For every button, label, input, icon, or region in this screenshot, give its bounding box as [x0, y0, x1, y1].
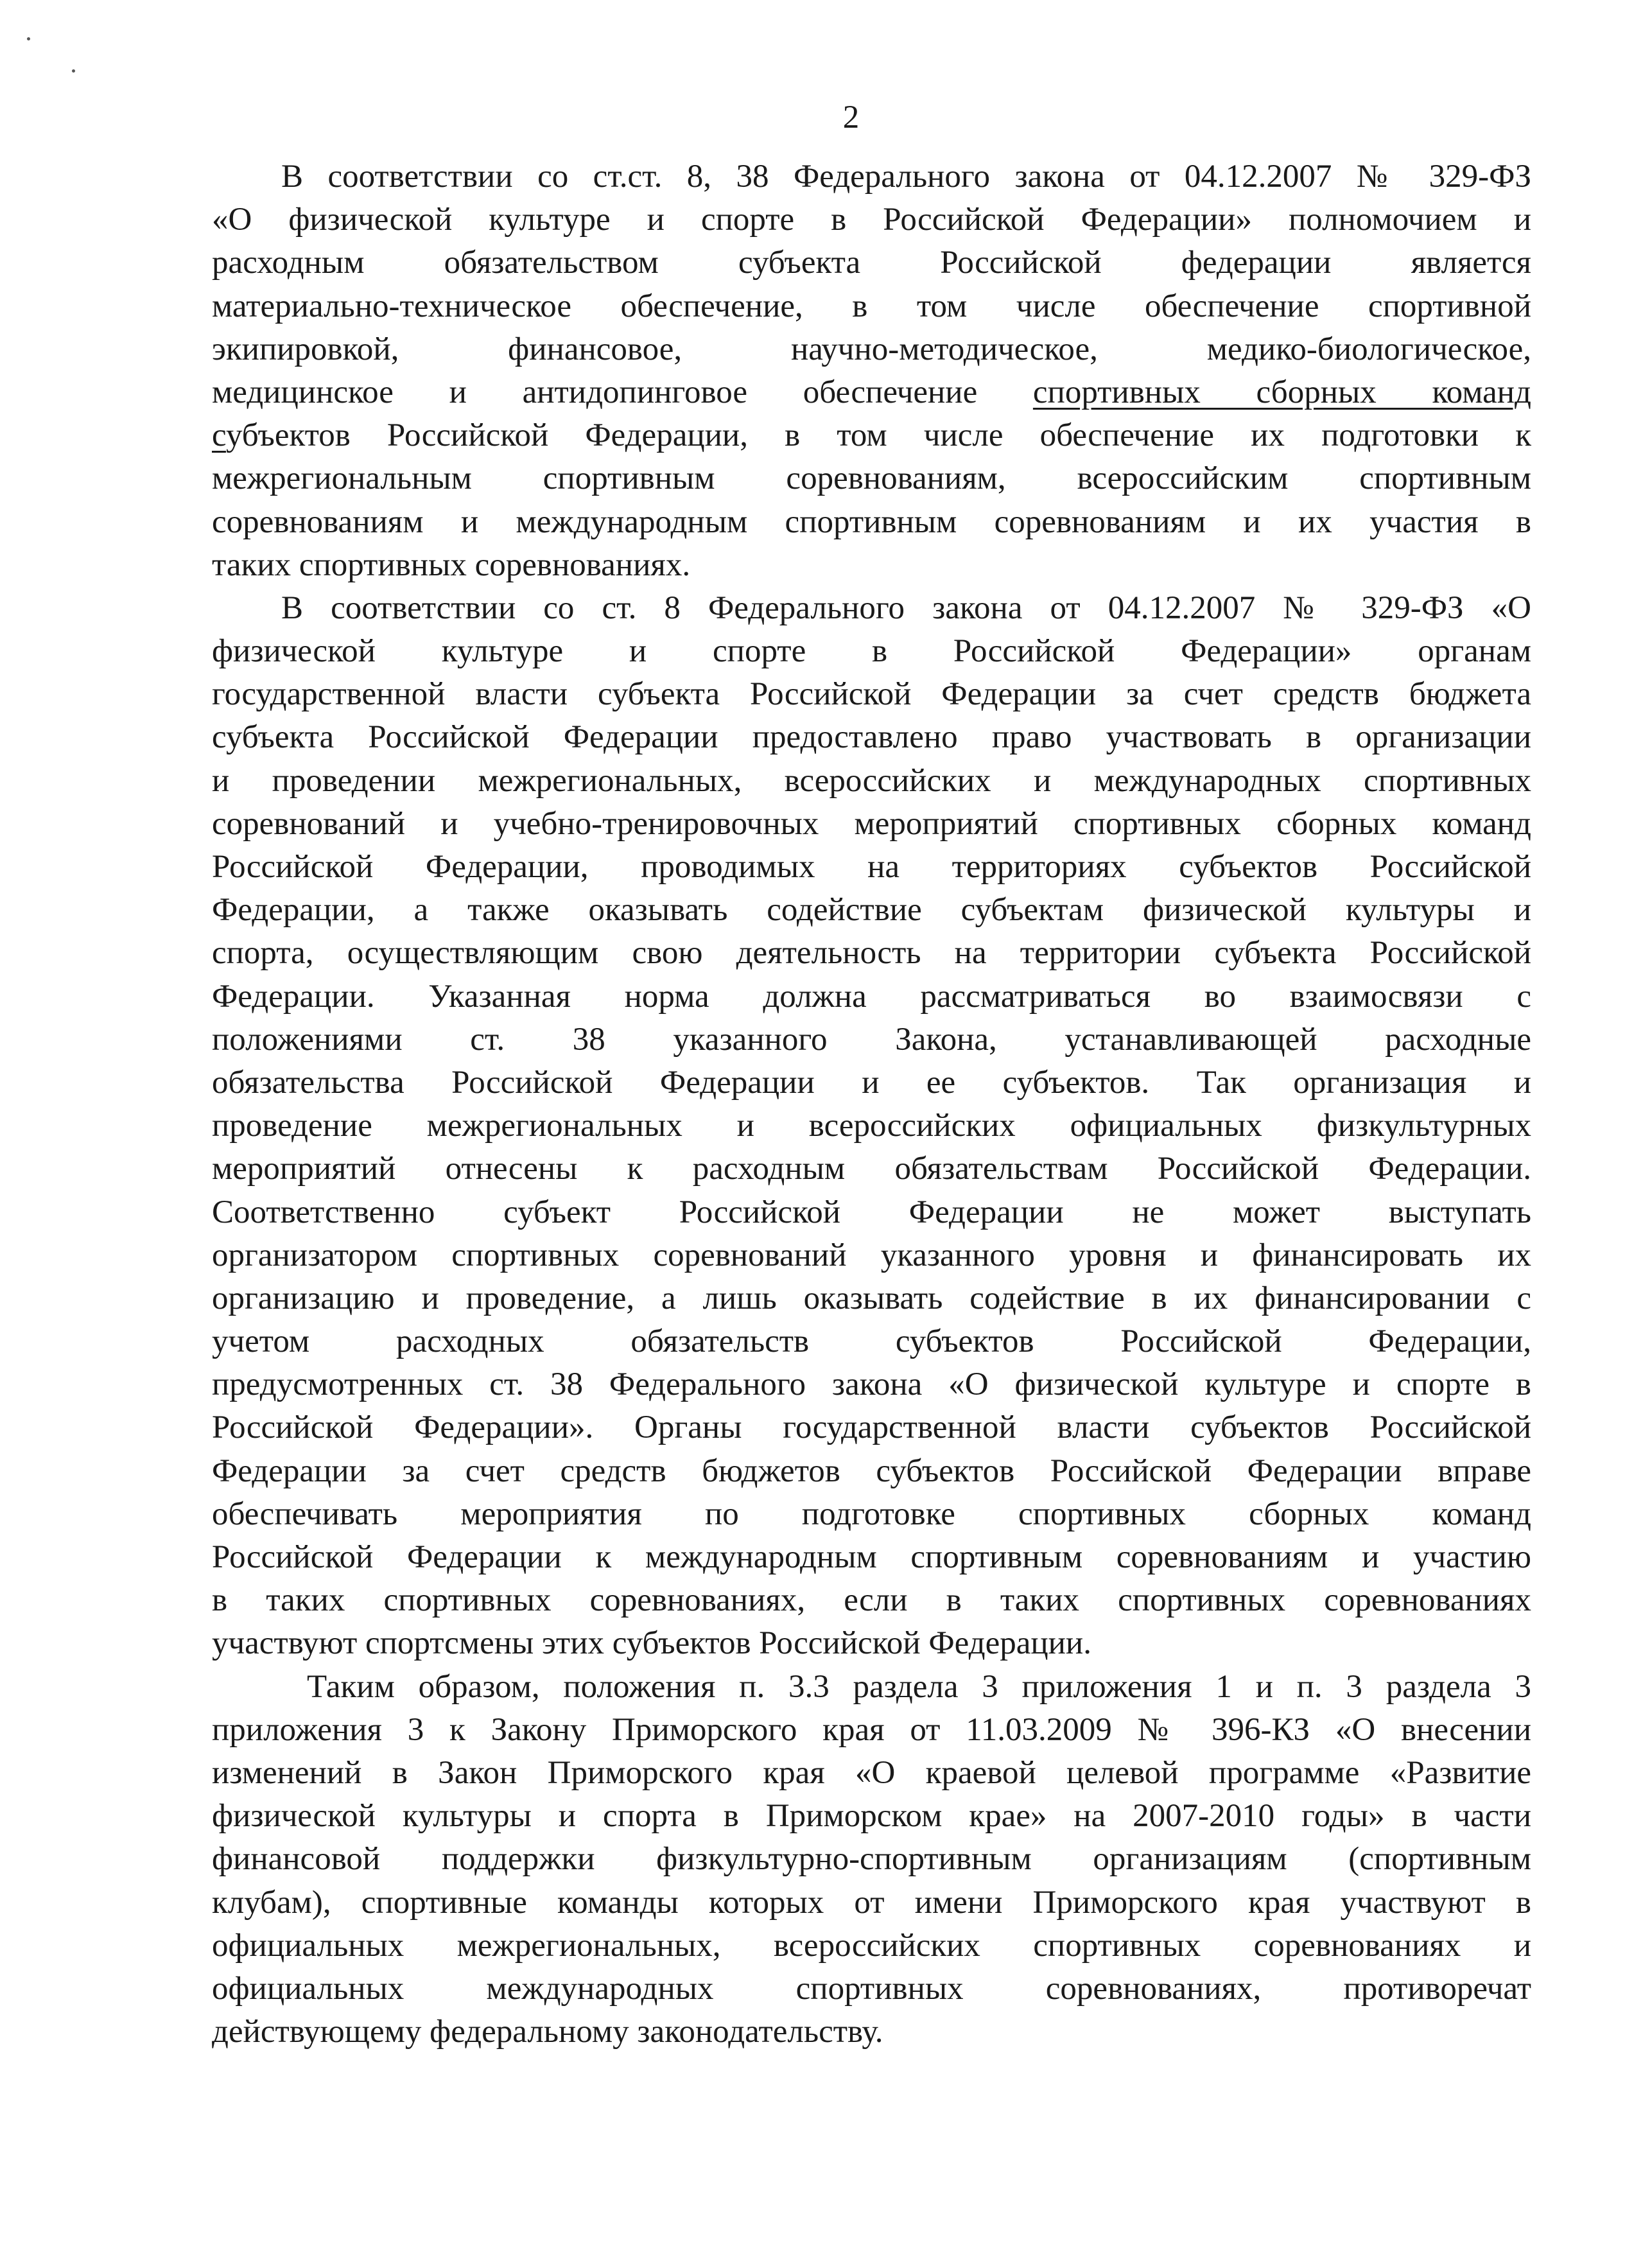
text-line: физической культуре и спорте в Российской Федерации» органам	[212, 633, 1531, 670]
text-line: Российской Федерации, проводимых на территориях субъектов Российской	[212, 849, 1531, 885]
scan-speck	[27, 37, 30, 40]
text-line: Таким образом, положения п. 3.3 раздела 3 приложения 1 и п. 3 раздела 3	[307, 1668, 1531, 1705]
text-line: субъекта Российской Федерации предоставлено право участвовать в организации	[212, 719, 1531, 756]
text-line: клубам), спортивные команды которых от имени Приморского края участвуют в	[212, 1884, 1531, 1921]
text-line: изменений в Закон Приморского края «О краевой целевой программе «Развитие	[212, 1754, 1531, 1791]
paragraph	[212, 587, 1531, 1666]
text-line: финансовой поддержки физкультурно-спортивным организациям (спортивным	[212, 1841, 1531, 1878]
text-segment: медицинское и антидопинговое обеспечение	[212, 374, 1033, 410]
text-line: учетом расходных обязательств субъектов Российской Федерации,	[212, 1323, 1531, 1360]
paragraph	[212, 155, 1531, 587]
page-number: 2	[842, 100, 860, 135]
text-line: В соответствии со ст. 8 Федерального закона от 04.12.2007 № 329-ФЗ «О	[281, 589, 1531, 626]
text-line: мероприятий отнесены к расходным обязательствам Российской Федерации.	[212, 1151, 1531, 1187]
text-line: спорта, осуществляющим свою деятельность на территории субъекта Российской	[212, 935, 1531, 972]
text-line: Российской Федерации к международным спортивным соревнованиям и участию	[212, 1539, 1531, 1575]
text-line: Федерации. Указанная норма должна рассматриваться во взаимосвязи с	[212, 978, 1531, 1015]
text-line: физической культуры и спорта в Приморском крае» на 2007-2010 годы» в части	[212, 1798, 1531, 1835]
text-line	[212, 414, 1531, 457]
text-line: и проведении межрегиональных, всероссийских и международных спортивных	[212, 762, 1531, 799]
text-line: материально-техническое обеспечение, в том числе обеспечение спортивной	[212, 288, 1531, 324]
underlined-text: с	[212, 417, 226, 454]
text-line: положениями ст. 38 указанного Закона, устанавливающей расходные	[212, 1021, 1531, 1058]
text-line: официальных межрегиональных, всероссийских спортивных соревнованиях и	[212, 1927, 1531, 1964]
text-line: организатором спортивных соревнований указанного уровня и финансировать их	[212, 1237, 1531, 1273]
text-segment: убъектов Российской Федерации, в том числе обеспечение их подготовки к	[225, 417, 1531, 454]
text-line	[212, 371, 1531, 414]
text-line: таких спортивных соревнованиях.	[212, 546, 691, 583]
underlined-text: спортивных сборных команд	[1032, 374, 1531, 410]
text-line: Российской Федерации». Органы государственной власти субъектов Российской	[212, 1409, 1531, 1446]
text-line: обеспечивать мероприятия по подготовке спортивных сборных команд	[212, 1496, 1531, 1532]
text-line: расходным обязательством субъекта Российской федерации является	[212, 245, 1531, 281]
text-line: участвуют спортсмены этих субъектов Российской Федерации.	[212, 1625, 1091, 1662]
text-line: Соответственно субъект Российской Федерации не может выступать	[212, 1194, 1531, 1230]
scan-speck	[72, 69, 75, 73]
text-line: в таких спортивных соревнованиях, если в таких спортивных соревнованиях	[212, 1582, 1531, 1619]
text-line: официальных международных спортивных соревнованиях, противоречат	[212, 1970, 1531, 2007]
text-line: обязательства Российской Федерации и ее субъектов. Так организация и	[212, 1064, 1531, 1101]
text-line: Федерации, а также оказывать содействие субъектам физической культуры и	[212, 892, 1531, 929]
text-line: проведение межрегиональных и всероссийских официальных физкультурных	[212, 1108, 1531, 1144]
text-line: соревнованиям и международным спортивным соревнованиям и их участия в	[212, 503, 1531, 540]
text-line: экипировкой, финансовое, научно-методическое, медико-биологическое,	[212, 331, 1531, 367]
document-body	[212, 155, 1531, 2054]
text-line: соревнований и учебно-тренировочных мероприятий спортивных сборных команд	[212, 805, 1531, 842]
text-line: В соответствии со ст.ст. 8, 38 Федерального закона от 04.12.2007 № 329-ФЗ	[281, 159, 1531, 195]
text-line: межрегиональным спортивным соревнованиям, всероссийским спортивным	[212, 460, 1531, 497]
text-line: Федерации за счет средств бюджетов субъектов Российской Федерации вправе	[212, 1452, 1531, 1489]
text-line: государственной власти субъекта Российской Федерации за счет средств бюджета	[212, 676, 1531, 713]
text-line: приложения 3 к Закону Приморского края от 11.03.2009 № 396-КЗ «О внесении	[212, 1711, 1531, 1748]
text-line: предусмотренных ст. 38 Федерального закона «О физической культуре и спорте в	[212, 1366, 1531, 1403]
text-line: «О физической культуре и спорте в Российской Федерации» полномочием и	[212, 202, 1531, 238]
paragraph	[212, 1666, 1531, 2054]
text-line: действующему федеральному законодательству.	[212, 2014, 883, 2050]
text-line: организацию и проведение, а лишь оказывать содействие в их финансировании с	[212, 1280, 1531, 1316]
